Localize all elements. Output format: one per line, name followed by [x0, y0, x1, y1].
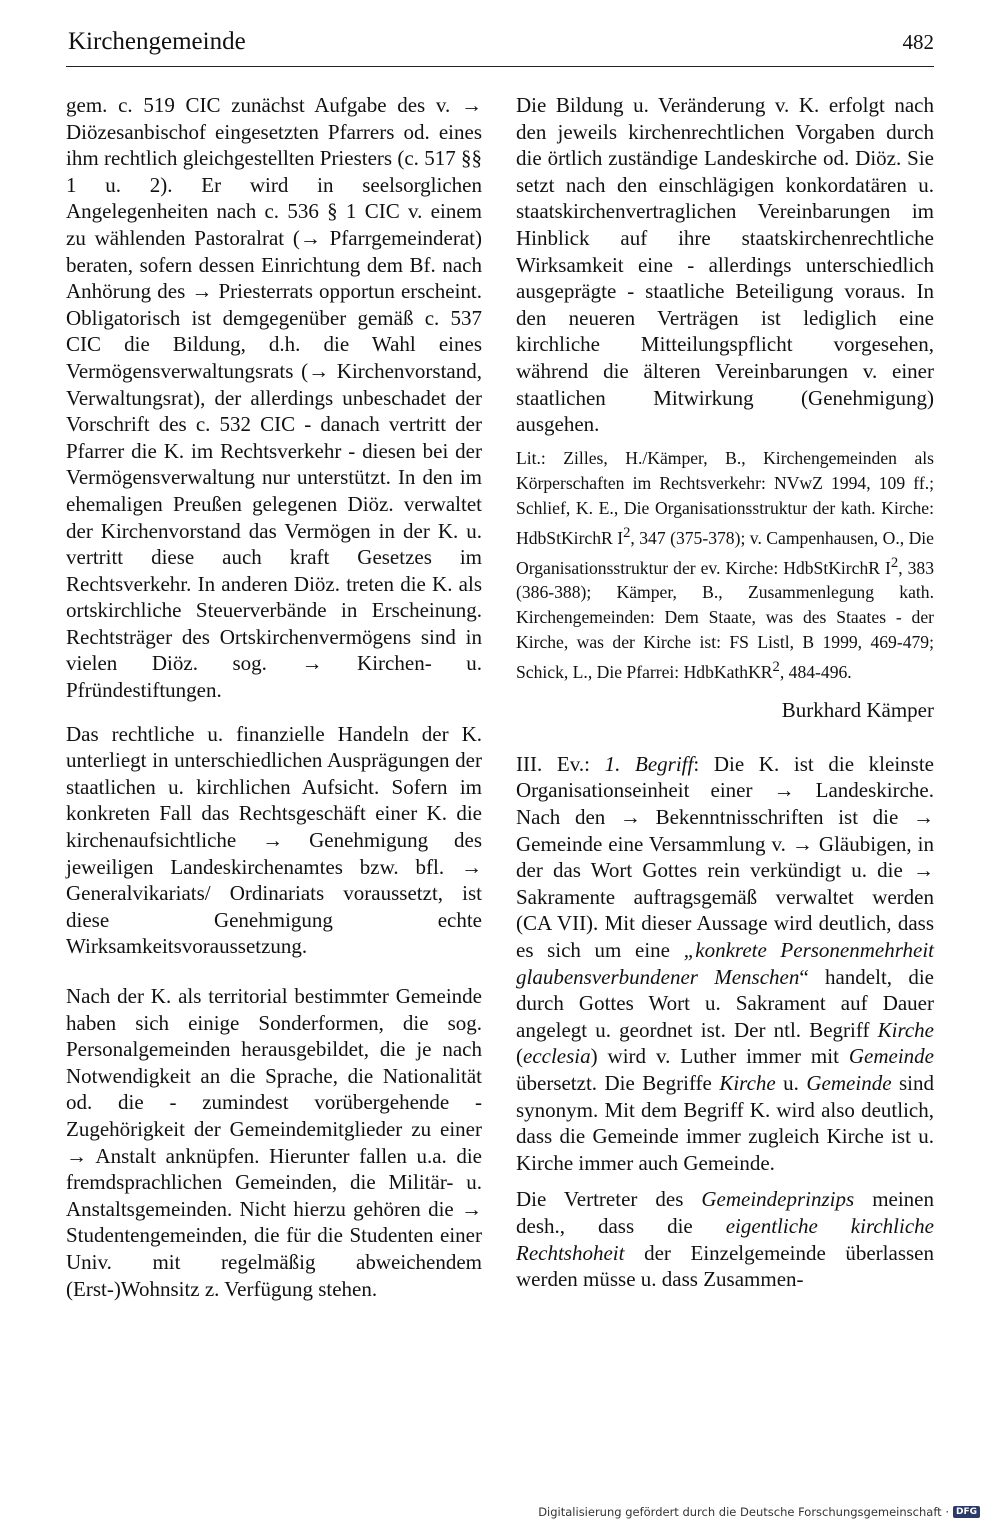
literature-label: Lit.:	[516, 447, 564, 468]
page-number: 482	[902, 30, 934, 54]
ev-text-8: sind synonym. Mit dem Begriff K. wird also deutlich, dass die Gemeinde immer zugleich Kirche ist u. Kirche immer auch Gemeinde.	[516, 1071, 934, 1175]
vertreter-text-3: der Einzelgemeinde überlassen werden müsse u. dass Zusammen-	[516, 1240, 934, 1292]
ev-text-3: “ handelt, die durch Gottes Wort u. Sakrament auf Dauer angelegt u. geordnet ist. Der ntl. Begriff	[516, 964, 934, 1042]
literature-text-3: , 383 (386-388); Kämper, B., Zusammenlegung kath. Kirchengemeinden: Dem Staate, was des Staates - der Kirche, was der Kirche ist: FS Listl, B 1999, 469-479; Schick, L., Die Pfarrei: HdbKathKR	[516, 557, 934, 683]
superscript-2: 2	[890, 554, 899, 571]
ev-text-6: übersetzt. Die Begriffe	[516, 1071, 720, 1096]
header-rule	[66, 66, 934, 67]
superscript-3: 2	[772, 659, 780, 676]
ev-heading-number: 1.	[604, 751, 621, 776]
ev-italic-4: Gemeinde	[848, 1044, 934, 1069]
ev-text-2: : Die K. ist die kleinste Organisationseinheit einer → Landeskirche. Nach den → Bekenntnisschriften ist die → Gemeinde eine Versammlung v. → Gläubigen, in der das Wort Gottes rein verkündigt u. die → Sakramente auftragsgemäß verwaltet werden (CA VII). Mit dieser Aussage wird deutlich, dass es sich um eine	[516, 751, 934, 963]
literature-text-2: , 347 (375-378); v. Campenhausen, O., Die Organisationsstruktur der ev. Kirche: HdbStKirchR I	[516, 527, 934, 578]
author-signature: Burkhard Kämper	[781, 698, 934, 723]
footer-text: Digitalisierung gefördert durch die Deutsche Forschungsgemeinschaft ·	[538, 1505, 949, 1519]
literature-text-1: Zilles, H./Kämper, B., Kirchengemeinden als Körperschaften im Rechtsverkehr: NVwZ 1994, 109 ff.; Schlief, K. E., Die Organisationsstruktur der kath. Kirche: HdbStKirchR I	[516, 447, 934, 548]
ev-italic-1: „konkrete Personenmehrheit glaubensverbundener Menschen	[516, 938, 934, 989]
right-column	[516, 92, 934, 1293]
dfg-logo-icon: DFG	[953, 1506, 980, 1518]
vertreter-italic-1: Gemeindeprinzips	[701, 1187, 855, 1212]
literature-text-4: , 484-496.	[779, 662, 852, 683]
paragraph-personalgemeinden: Nach der K. als territorial bestimmter Gemeinde haben sich einige Sonderformen, die sog. Personalgemeinden herausgebildet, die je nach Notwendigkeit an die Sprache, die Nationalität od. die - zumindest vorübergehende - Zugehörigkeit der Gemeindemitglieder zu einer → Anstalt anknüpfen. Hierunter fallen u.a. die fremdsprachlichen Gemeinden, die Militär- u. Anstaltsgemeinden. Nicht hierzu gehören die → Studentengemeinden, die für die Studenten einer Univ. mit regelmäßig abweichendem (Erst-)Wohnsitz z. Verfügung stehen.	[66, 984, 482, 1301]
paragraph-bildung: Die Bildung u. Veränderung v. K. erfolgt nach den jeweils kirchenrechtlichen Vorgaben durch die örtlich zuständige Landeskirche od. Diöz. Sie setzt nach den einschlägigen konkordatären u. staatskirchenvertraglichen Vereinbarungen im Hinblick auf ihre staatskirchenrechtliche Wirksamkeit eine - allerdings unterschiedlich ausgeprägte - staatliche Beteiligung voraus. In den neueren Verträgen ist lediglich eine kirchliche Mitteilungspflicht vorgesehen, während die älteren Vereinbarungen v. einer staatlichen Mitwirkung (Genehmigung) ausgehen.	[516, 93, 934, 437]
digitization-footer	[538, 1505, 980, 1519]
ev-text-4: (	[516, 1044, 523, 1069]
ev-text-5: ) wird v. Luther immer mit	[590, 1044, 849, 1069]
ev-heading-word: Begriff	[635, 751, 694, 776]
ev-italic-3: ecclesia	[523, 1044, 591, 1069]
ev-text-1: III. Ev.:	[516, 751, 605, 776]
paragraph-vertreter	[516, 1186, 934, 1292]
vertreter-text-1: Die Vertreter des	[516, 1187, 702, 1212]
paragraph-pfarrer: gem. c. 519 CIC zunächst Aufgabe des v. → Diözesanbischof eingesetzten Pfarrers od. eines ihm rechtlich gleichgestellten Priesters (c. 517 §§ 1 u. 2). Er wird in seelsorglichen Angelegenheiten nach c. 536 § 1 CIC v. einem zu wählenden Pastoralrat (→ Pfarrgemeinderat) beraten, sofern dessen Einrichtung dem Bf. nach Anhörung des → Priesterrats opportun erscheint. Obligatorisch ist demgegenüber gemäß c. 537 CIC die Bildung, d.h. die Wahl eines Vermögensverwaltungsrats (→ Kirchenvorstand, Verwaltungsrat), der allerdings unbeschadet der Vorschrift des c. 532 CIC - danach vertritt der Pfarrer die K. im Rechtsverkehr - diesen bei der Vermögensverwaltung nur unterstützt. In den im ehemaligen Preußen gelegenen Diöz. verwaltet der Kirchenvorstand das Vermögen in der K. u. vertritt diese auch kraft Gesetzes im Rechtsverkehr. In anderen Diöz. treten die K. als ortskirchliche Steuerverbände in Erscheinung. Rechtsträger des Ortskirchenvermögens sind in vielen Diöz. sog. → Kirchen- u. Pfründestiftungen.	[66, 93, 482, 703]
ev-italic-6: Gemeinde	[806, 1071, 892, 1096]
vertreter-text-2: meinen desh., dass die	[516, 1187, 935, 1238]
literature-list	[516, 446, 934, 686]
running-header: Kirchengemeinde	[68, 28, 246, 55]
ev-italic-5: Kirche	[719, 1071, 776, 1096]
left-column	[66, 92, 482, 1302]
ev-text-7: u.	[775, 1071, 807, 1096]
paragraph-aufsicht: Das rechtliche u. finanzielle Handeln der K. unterliegt in unterschiedlichen Ausprägungen der staatlichen u. kirchlichen Aufsicht. Sofern im konkreten Fall das Rechtsgeschäft einer K. die kirchenaufsichtliche → Genehmigung des jeweiligen Landeskirchenamtes bzw. bfl. → Generalvikariats/ Ordinariats voraussetzt, ist diese Genehmigung echte Wirksamkeitsvoraussetzung.	[66, 721, 482, 959]
superscript-1: 2	[623, 524, 631, 541]
paragraph-ev-begriff	[516, 751, 934, 1177]
vertreter-italic-2: eigentliche kirchliche Rechtshoheit	[516, 1213, 934, 1265]
ev-italic-2: Kirche	[877, 1017, 934, 1042]
